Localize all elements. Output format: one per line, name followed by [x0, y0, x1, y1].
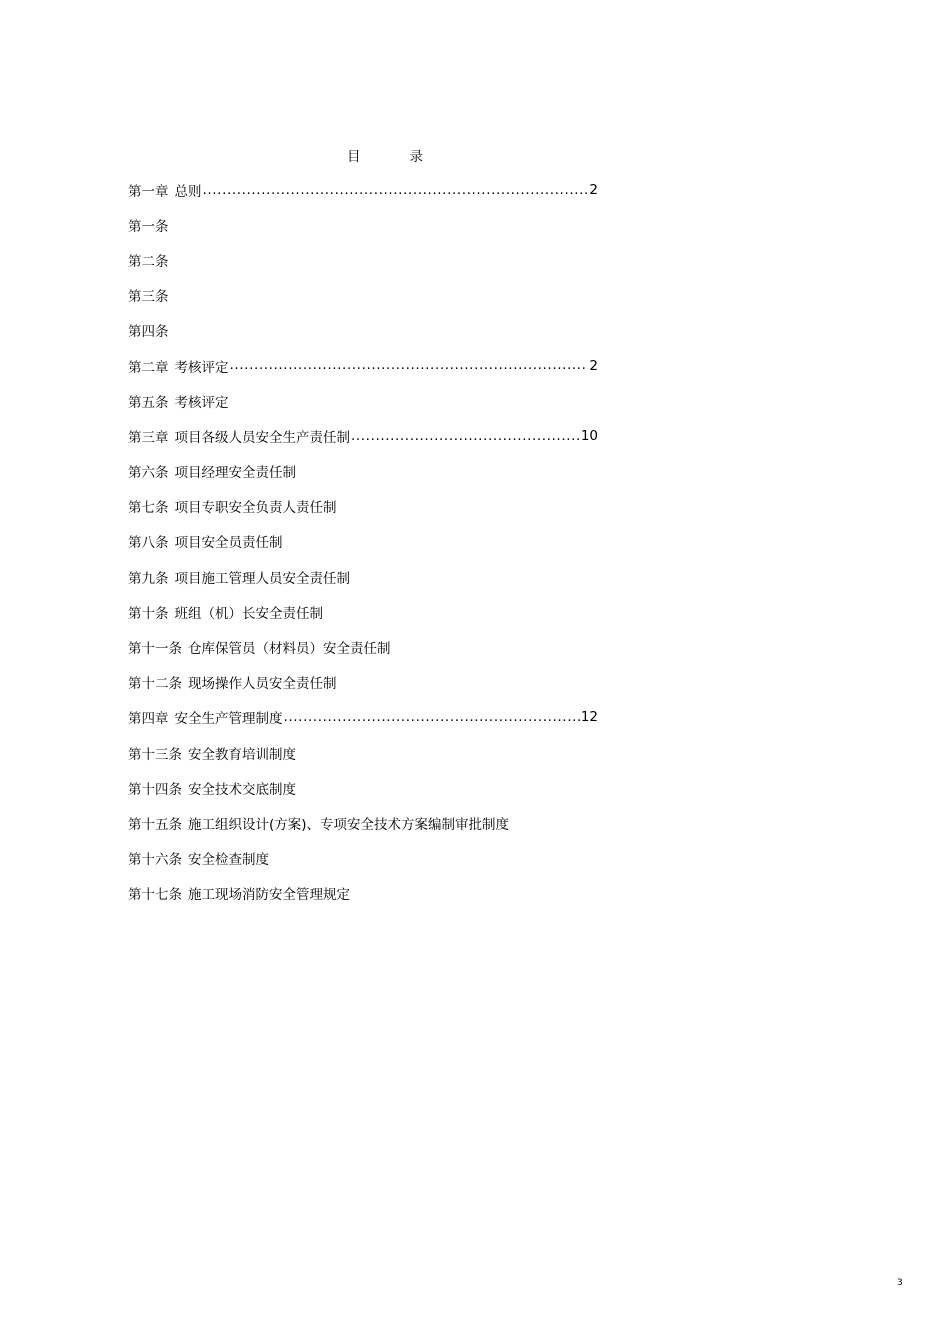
toc-entry-number: 第一章: [128, 183, 169, 200]
toc-entry-title: 项目施工管理人员安全责任制: [174, 570, 350, 587]
toc-article-entry[interactable]: [128, 242, 608, 277]
toc-article-entry[interactable]: [128, 629, 608, 664]
toc-dot-leader: [284, 709, 580, 725]
toc-article-entry[interactable]: [128, 454, 608, 489]
toc-entry-number: 第十二条: [128, 676, 182, 693]
toc-entry-text: [128, 672, 337, 692]
page-number: 3: [897, 1278, 903, 1288]
toc-entry-number: 第四章: [128, 711, 169, 728]
toc-entry-text: [128, 461, 296, 481]
toc-article-entry[interactable]: [128, 665, 608, 700]
toc-chapter-entry[interactable]: [128, 348, 598, 383]
toc-entry-number: 第十条: [128, 605, 169, 622]
toc-entry-title: 项目经理安全责任制: [174, 465, 296, 482]
toc-page-number: 2: [589, 181, 598, 198]
toc-entry-title: 安全检查制度: [188, 852, 269, 869]
toc-title-char-1: 目: [347, 149, 361, 165]
toc-entry-text: [128, 180, 202, 200]
toc-entry-number: 第十五条: [128, 816, 182, 833]
toc-article-entry[interactable]: [128, 559, 608, 594]
toc-entry-title: 考核评定: [174, 394, 229, 411]
toc-entry-text: [128, 496, 337, 516]
toc-entry-number: 第八条: [128, 535, 169, 552]
toc-entry-title: 项目专职安全负责人责任制: [174, 500, 337, 517]
toc-entry-title: 施工现场消防安全管理规定: [188, 887, 350, 904]
toc-title-char-2: 录: [409, 149, 423, 165]
toc-article-entry[interactable]: [128, 805, 608, 840]
toc-entry-text: [128, 637, 391, 657]
toc-page-number: 2: [589, 357, 598, 374]
toc-entry-title: 施工组织设计(方案)、专项安全技术方案编制审批制度: [188, 816, 510, 833]
toc-article-entry[interactable]: [128, 841, 608, 876]
toc-entry-title: 总则: [174, 183, 202, 200]
toc-entry-title: 安全教育培训制度: [188, 746, 296, 763]
toc-entry-text: [128, 320, 169, 340]
toc-entry-number: 第九条: [128, 570, 169, 587]
toc-entry-number: 第十一条: [128, 641, 182, 658]
toc-article-entry[interactable]: [128, 594, 608, 629]
toc-entry-text: [128, 743, 296, 763]
toc-entry-number: 第五条: [128, 394, 169, 411]
toc-entry-text: [128, 215, 169, 235]
toc-entry-number: 第一条: [128, 218, 169, 235]
toc-entry-title: 安全生产管理制度: [174, 711, 283, 728]
toc-title: [347, 145, 423, 165]
toc-entry-text: [128, 285, 169, 305]
toc-entry-title: 仓库保管员（材料员）安全责任制: [188, 641, 391, 658]
toc-chapter-entry[interactable]: [128, 418, 598, 453]
toc-entry-title: 班组（机）长安全责任制: [174, 605, 323, 622]
toc-article-entry[interactable]: [128, 383, 608, 418]
toc-entry-number: 第二章: [128, 359, 169, 376]
toc-entry-title: 安全技术交底制度: [188, 781, 296, 798]
toc-entry-text: [128, 707, 283, 727]
toc-entry-number: 第三章: [128, 429, 169, 446]
toc-article-entry[interactable]: [128, 207, 608, 242]
toc-dot-leader: [351, 428, 580, 444]
toc-entry-number: 第七条: [128, 500, 169, 517]
toc-article-entry[interactable]: [128, 278, 608, 313]
toc-entry-title: 考核评定: [174, 359, 229, 376]
toc-entry-text: [128, 426, 350, 446]
toc-page-number: 10: [580, 427, 598, 444]
toc-list: [128, 172, 608, 911]
toc-entry-title: 现场操作人员安全责任制: [188, 676, 337, 693]
toc-entry-text: [128, 848, 269, 868]
toc-entry-number: 第二条: [128, 253, 169, 270]
toc-dot-leader: [230, 357, 589, 373]
toc-entry-text: [128, 567, 350, 587]
toc-entry-text: [128, 813, 509, 833]
toc-article-entry[interactable]: [128, 313, 608, 348]
toc-entry-title: 项目安全员责任制: [174, 535, 283, 552]
toc-entry-text: [128, 356, 229, 376]
toc-entry-text: [128, 531, 283, 551]
toc-entry-title: 项目各级人员安全生产责任制: [174, 429, 350, 446]
toc-entry-number: 第四条: [128, 324, 169, 341]
toc-entry-number: 第六条: [128, 465, 169, 482]
toc-entry-text: [128, 778, 296, 798]
toc-entry-number: 第十六条: [128, 852, 182, 869]
toc-entry-text: [128, 391, 229, 411]
toc-article-entry[interactable]: [128, 876, 608, 911]
toc-chapter-entry[interactable]: [128, 700, 598, 735]
toc-page-number: 12: [580, 709, 598, 726]
toc-entry-number: 第十七条: [128, 887, 182, 904]
toc-chapter-entry[interactable]: [128, 172, 598, 207]
toc-dot-leader: [203, 182, 589, 198]
toc-entry-text: [128, 883, 350, 903]
toc-article-entry[interactable]: [128, 489, 608, 524]
toc-entry-number: 第十四条: [128, 781, 182, 798]
toc-article-entry[interactable]: [128, 524, 608, 559]
toc-entry-number: 第十三条: [128, 746, 182, 763]
toc-entry-text: [128, 602, 323, 622]
toc-article-entry[interactable]: [128, 735, 608, 770]
toc-entry-text: [128, 250, 169, 270]
toc-entry-number: 第三条: [128, 289, 169, 306]
toc-article-entry[interactable]: [128, 770, 608, 805]
